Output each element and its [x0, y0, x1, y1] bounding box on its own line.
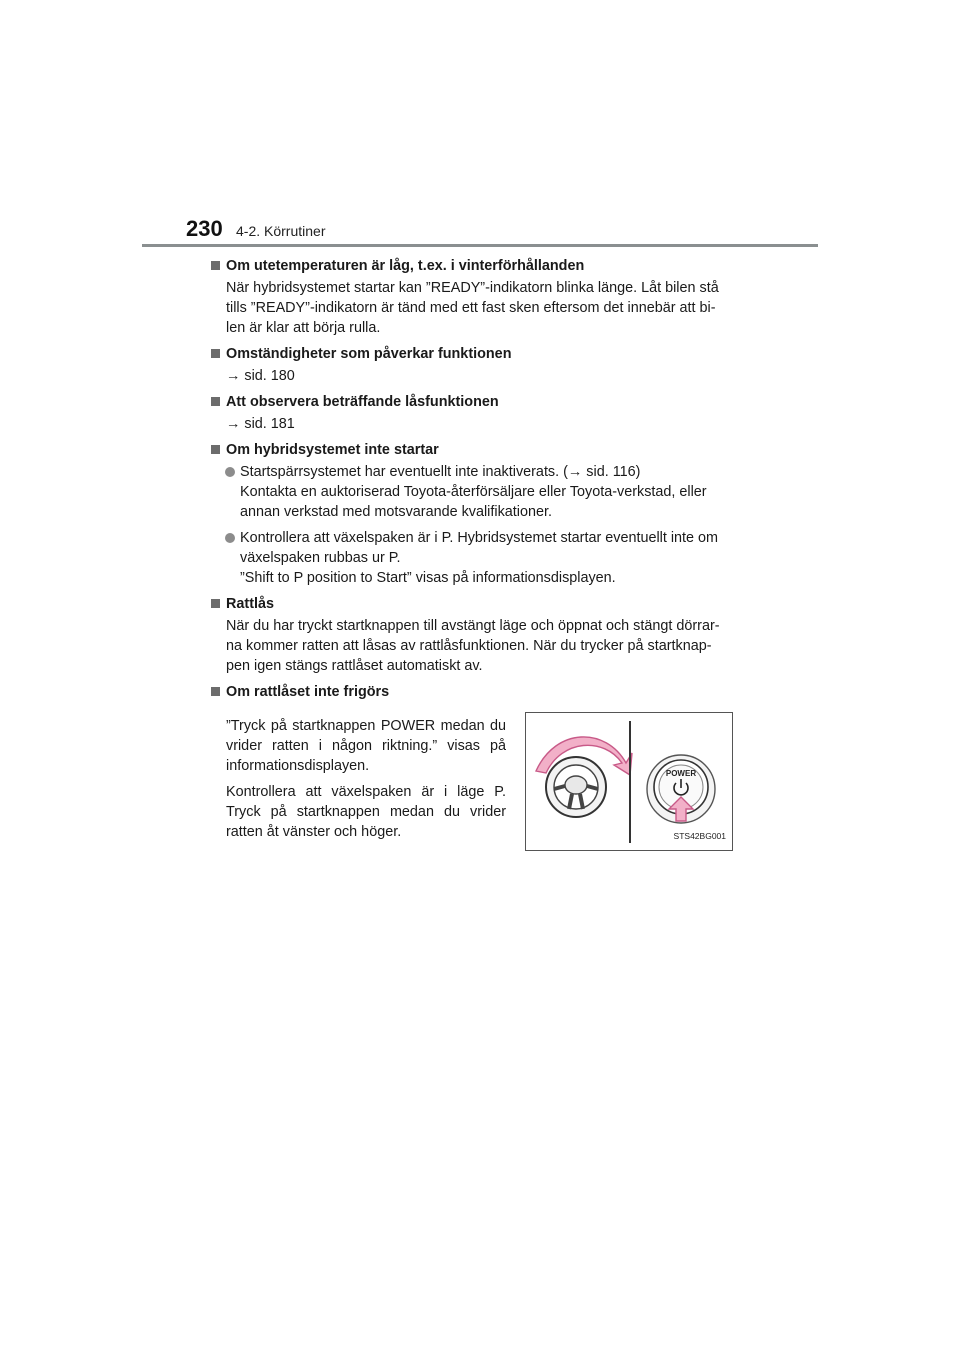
bullet-item: Kontrollera att växelspaken är i P. Hybridsystemet startar eventuellt inte om växelspaken rubbas ur P. ”Shift to P position to Start” visas på informationsdisplayen.	[210, 528, 750, 588]
section-heading: Rattlås	[210, 594, 750, 614]
section-circumstances	[210, 344, 750, 386]
paragraph: När hybridsystemet startar kan ”READY”-indikatorn blinka länge. Låt bilen stå tills ”READY”-indikatorn är tänd med ett fast sken eftersom det innebär att bi- len är klar att börja rulla.	[226, 280, 719, 336]
paragraph: Kontrollera att växelspaken är i läge P. Tryck på startknappen medan du vrider ratten åt vänster och höger.	[226, 784, 506, 840]
round-bullet-icon	[225, 533, 235, 543]
square-bullet-icon	[211, 599, 220, 608]
bullet-item: Startspärrsystemet har eventuellt inte inaktiverats. (→ sid. 116) Kontakta en auktoriserad Toyota-återförsäljare eller Toyota-verkstad, eller annan verkstad med motsvarande kvalifikationer.	[210, 462, 750, 522]
section-heading: Att observera beträffande låsfunktionen	[210, 392, 750, 412]
page-number: 230	[186, 216, 223, 241]
steering-wheel-icon	[546, 757, 606, 817]
steering-power-figure	[525, 712, 733, 851]
section-heading: Omständigheter som påverkar funktionen	[210, 344, 750, 364]
square-bullet-icon	[211, 445, 220, 454]
paragraph: ”Tryck på startknappen POWER medan du vrider ratten i någon riktning.” visas på informationsdisplayen.	[226, 718, 506, 774]
square-bullet-icon	[211, 261, 220, 270]
page-content	[210, 256, 750, 860]
chapter-title: 4-2. Körrutiner	[236, 223, 326, 239]
section-heading: Om utetemperaturen är låg, t.ex. i vinterförhållanden	[210, 256, 750, 276]
page-reference[interactable]: → sid. 180	[226, 368, 295, 384]
section-hybrid-not-starting	[210, 440, 750, 588]
section-low-temperature	[210, 256, 750, 338]
paragraph: När du har tryckt startknappen till avstängt läge och öppnat och stängt dörrar- na kommer ratten att låsas av rattlåsfunktionen. När du trycker på startknap- pen igen stängs rattlåset automatiskt av.	[226, 618, 720, 674]
section-heading: Om hybridsystemet inte startar	[210, 440, 750, 460]
figure-code: STS42BG001	[673, 831, 726, 841]
page-reference[interactable]: → sid. 181	[226, 416, 295, 432]
section-steering-lock	[210, 594, 750, 676]
square-bullet-icon	[211, 397, 220, 406]
section-steering-lock-release	[210, 682, 750, 854]
square-bullet-icon	[211, 687, 220, 696]
section-heading: Om rattlåset inte frigörs	[210, 682, 750, 702]
power-label: POWER	[665, 769, 697, 778]
round-bullet-icon	[225, 467, 235, 477]
section-lock-function	[210, 392, 750, 434]
square-bullet-icon	[211, 349, 220, 358]
header-rule	[142, 244, 818, 247]
